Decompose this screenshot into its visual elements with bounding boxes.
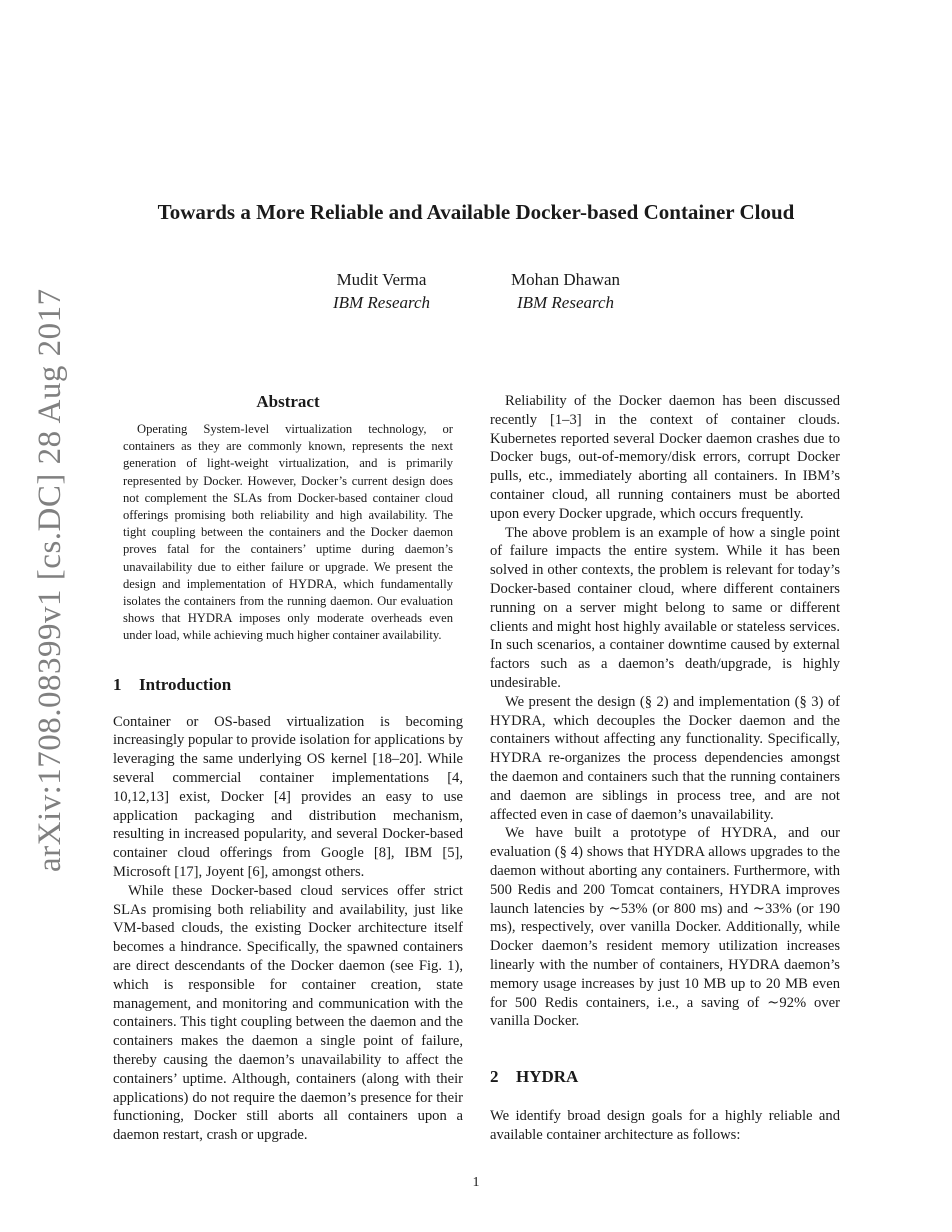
section-heading-introduction	[113, 675, 463, 695]
intro-paragraph-5: We present the design (§ 2) and implementation (§ 3) of HYDRA, which decouples the Docker daemon and the containers without affecting any functionality. Specifically, HYDRA re-organizes the process dependencies amongst the daemon and containers such that the running containers and daemon are siblings in process tree, and are not affected even in case of daemon’s unavailability.	[490, 693, 840, 823]
paper-title: Towards a More Reliable and Available Docker-based Container Cloud	[157, 200, 795, 224]
left-column	[113, 392, 463, 1145]
arxiv-identifier-stamp	[24, 288, 74, 900]
section-number: 1	[113, 674, 122, 694]
intro-paragraph-3: Reliability of the Docker daemon has been discussed recently [1–3] in the context of container clouds. Kubernetes reported several Docker daemon crashes due to Docker bugs, out-of-memory/disk errors, corrupt Docker pulls, etc., immediately aborting all containers. In IBM’s container cloud, all running containers must be aborted upon every Docker upgrade, which occurs frequently.	[490, 393, 840, 522]
author-affiliation: IBM Research	[516, 293, 615, 312]
section-heading-hydra	[490, 1067, 840, 1087]
arxiv-stamp-text: arXiv:1708.08399v1 [cs.DC] 28 Aug 2017	[32, 288, 68, 872]
intro-paragraph-2: While these Docker-based cloud services offer strict SLAs promising both reliability and availability, just like VM-based clouds, the existing Docker architecture itself becomes a hindrance. Specifically, the spawned containers are direct descendants of the Docker daemon (see Fig. 1), which is responsible for container creation, state management, and monitoring and communication with the containers. This tight coupling between the daemon and the containers makes the daemon a single point of failure, thereby causing the daemon’s unavailability to affect the containers’ uptime. Although, containers (along with their applications) do not require the daemon’s presence for their functioning, Docker still aborts all containers upon a daemon restart, crash or upgrade.	[113, 882, 463, 1144]
right-column	[490, 392, 840, 1145]
section-number: 2	[490, 1067, 499, 1087]
intro-paragraph-6: We have built a prototype of HYDRA, and our evaluation (§ 4) shows that HYDRA allows upgrades to the daemon without aborting any containers. Furthermore, with 500 Redis and 200 Tomcat containers, HYDRA improves launch latencies by ∼53% (or 800 ms) and ∼33% (or 190 ms), respectively, over vanilla Docker. Additionally, while Docker daemon’s resident memory utilization increases linearly with the number of containers, HYDRA daemon’s memory usage increases by just 10 MB up to 20 MB even for 500 Redis containers, i.e., a saving of ∼92% over vanilla Docker.	[490, 825, 840, 1030]
intro-paragraph-1: Container or OS-based virtualization is becoming increasingly popular to provide isolation for applications by leveraging the same underlying OS kernel [18–20]. While several commercial container implementations [4, 10,12,13] exist, Docker [4] provides an easy to use application packaging and distribution mechanism, resulting in increased popularity, and several Docker-based container cloud offerings from Google [8], IBM [5], Microsoft [17], Joyent [6], amongst others.	[113, 713, 463, 881]
section-title: Introduction	[139, 674, 232, 694]
author-affiliation: IBM Research	[332, 293, 431, 312]
section-title: HYDRA	[516, 1067, 579, 1087]
author-name: Mudit Verma	[336, 270, 427, 289]
hydra-paragraph-1: We identify broad design goals for a highly reliable and available container architecture as follows:	[490, 1108, 840, 1143]
abstract-heading: Abstract	[256, 392, 320, 411]
page-number: 1	[472, 1175, 480, 1190]
author-block-2	[474, 268, 657, 314]
intro-paragraph-4: The above problem is an example of how a single point of failure impacts the entire system. While it has been solved in other contexts, the problem is relevant for today’s Docker-based container cloud, where different containers running on a server might belong to same or different clients and might host highly available or stateless services. In such scenarios, a container downtime caused by external factors such as a daemon’s death/upgrade, is highly undesirable.	[490, 524, 840, 691]
author-name: Mohan Dhawan	[510, 270, 621, 289]
abstract-text: Operating System-level virtualization technology, or containers as they are commonly known, represents the next generation of light-weight virtualization, and is primarily represented by Docker. However, Docker’s current design does not complement the SLAs from Docker-based container cloud offerings promising both reliability and high availability. The tight coupling between the containers and the Docker daemon proves fatal for the containers’ uptime during daemon’s unavailability due to either failure or upgrade. We present the design and implementation of HYDRA, which fundamentally isolates the containers from the running daemon. Our evaluation shows that HYDRA imposes only moderate overheads even under load, while achieving much higher container availability.	[123, 422, 453, 643]
author-block-1	[290, 268, 473, 314]
